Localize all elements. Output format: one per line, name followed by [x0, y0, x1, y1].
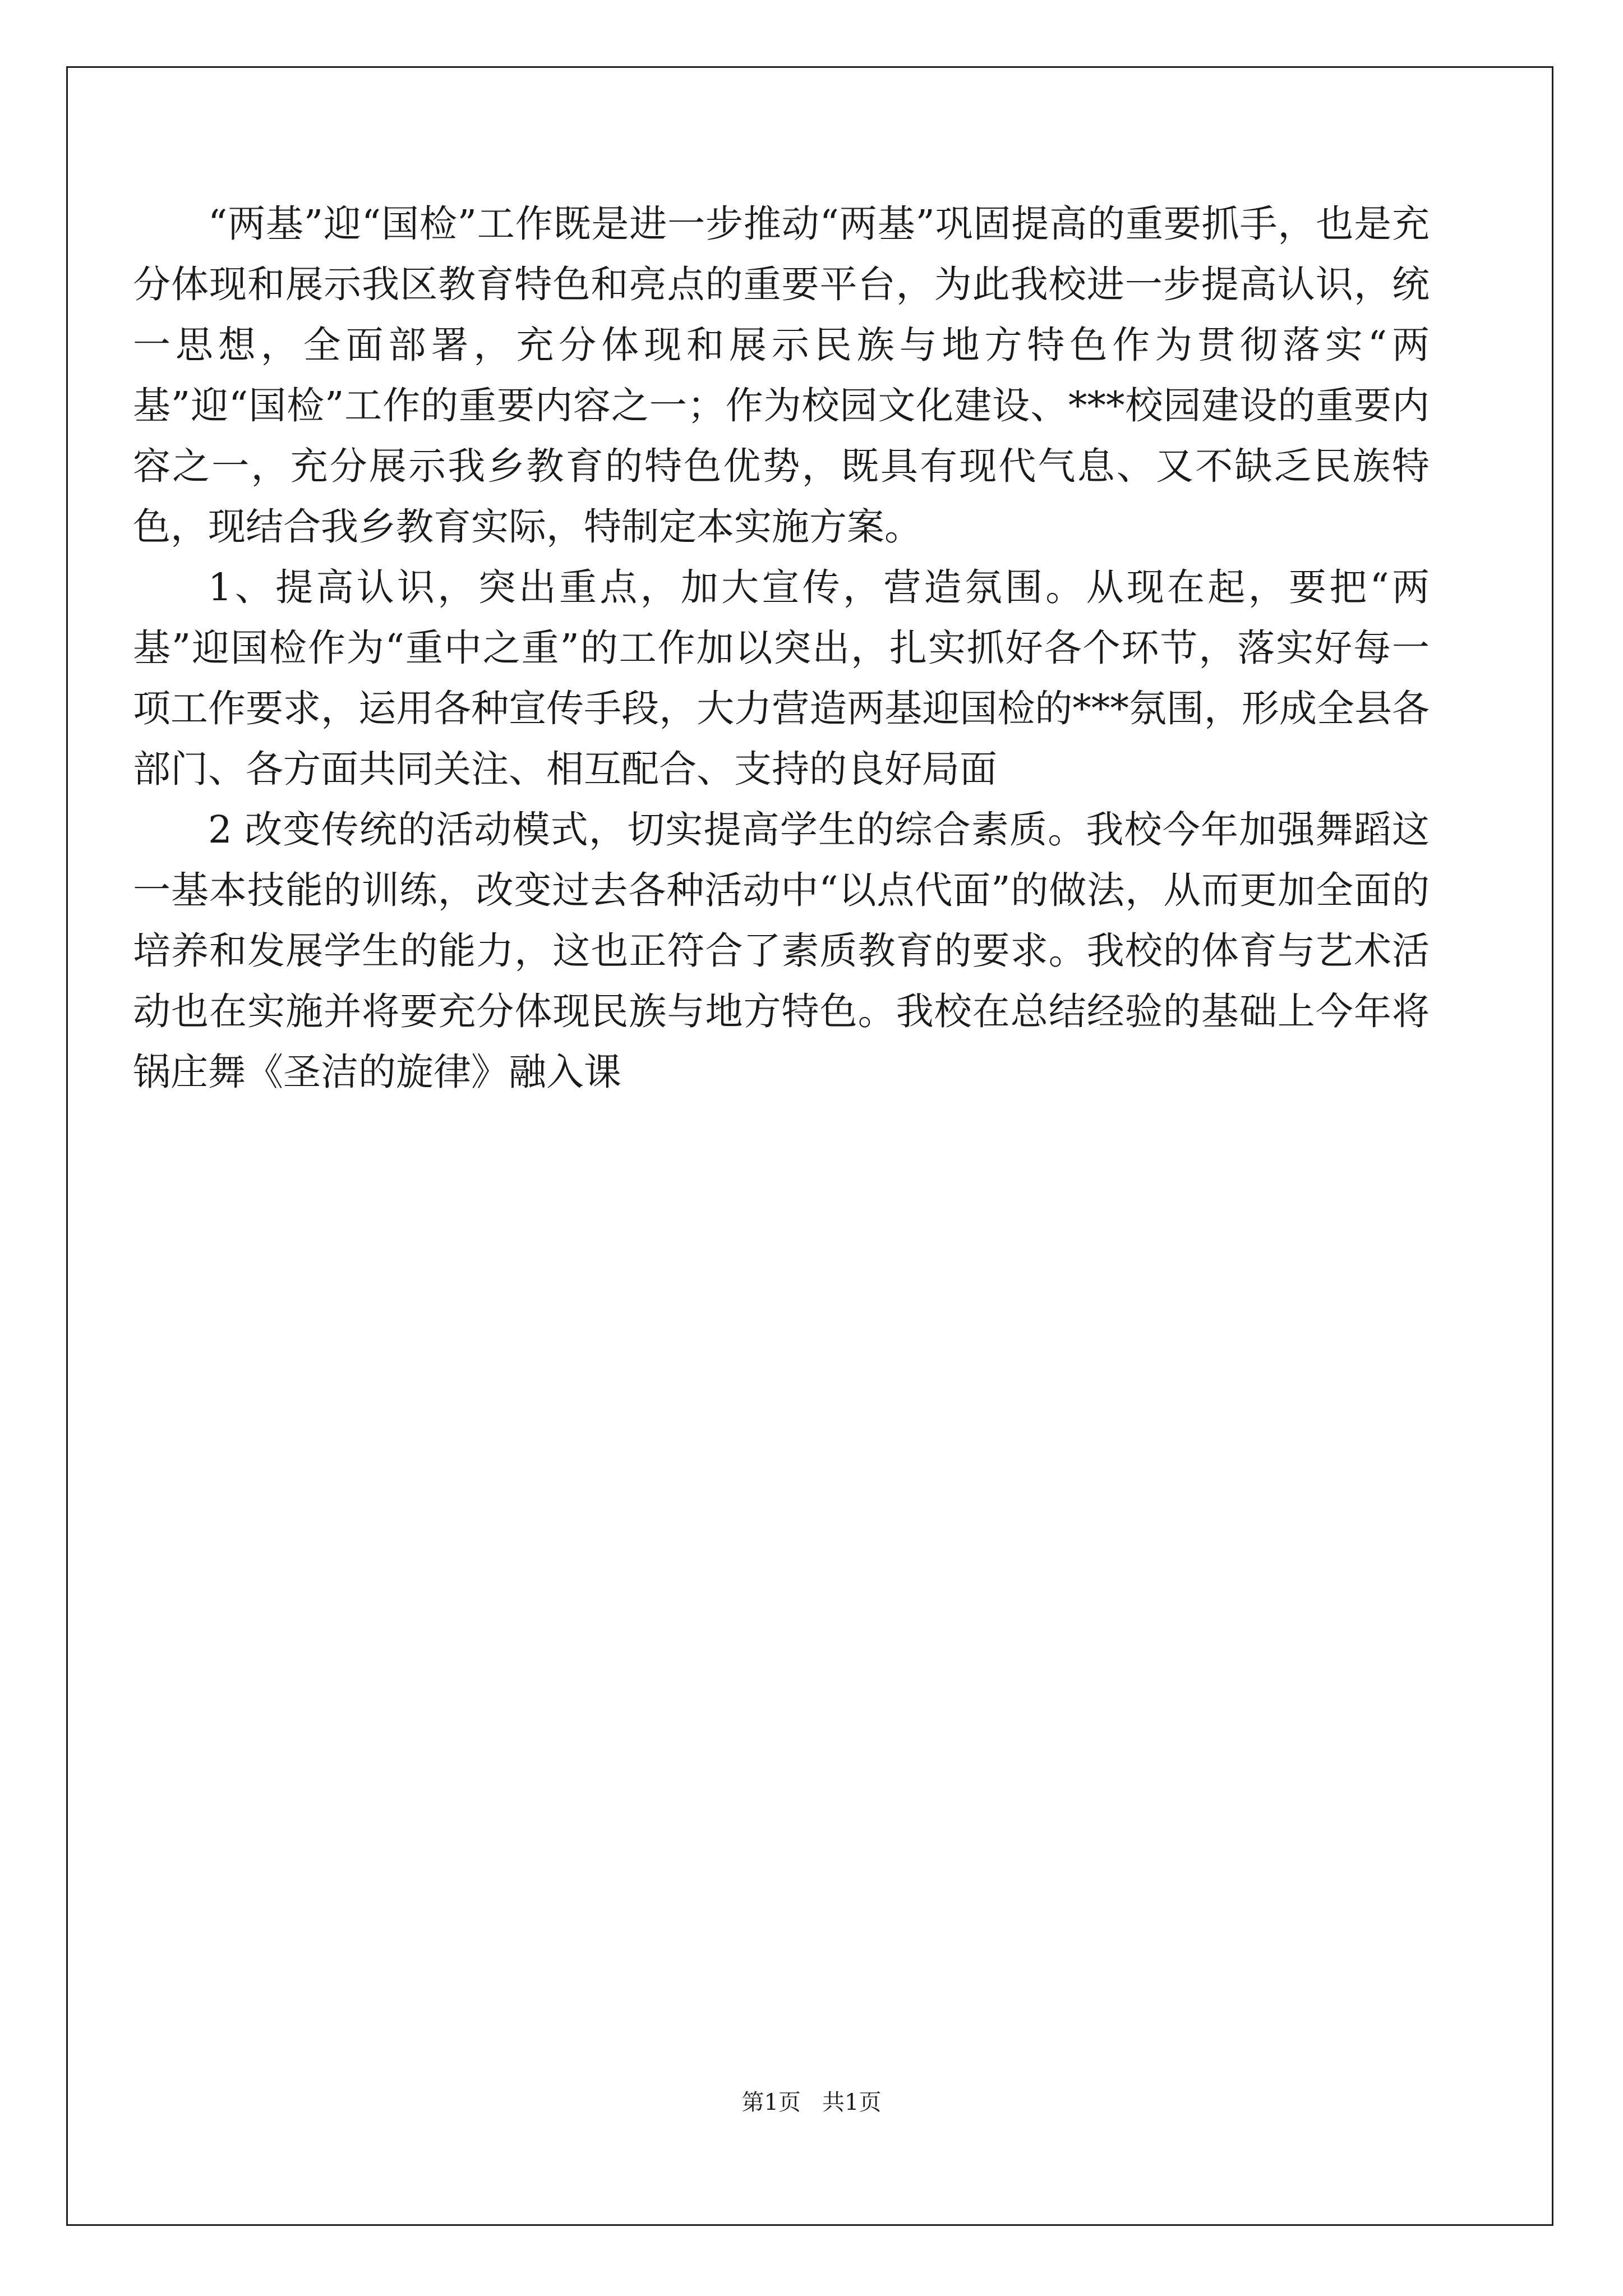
paragraph-item-1: 1、提高认识，突出重点，加大宣传，营造氛围。从现在起，要把“两基”迎国检作为“重中之重”的工作加以突出，扎实抓好各个环节，落实好每一项工作要求，运用各种宣传手段，大力营造两基迎国检的***氛围，形成全县各部门、各方面共同关注、相互配合、支持的良好局面 [133, 565, 1430, 791]
document-body [133, 194, 1430, 1102]
paragraph-item-2: 2 改变传统的活动模式，切实提高学生的综合素质。我校今年加强舞蹈这一基本技能的训练，改变过去各种活动中“以点代面”的做法，从而更加全面的培养和发展学生的能力，这也正符合了素质教育的要求。我校的体育与艺术活动也在实施并将要充分体现民族与地方特色。我校在总结经验的基础上今年将锅庄舞《圣洁的旋律》融入课 [133, 808, 1430, 1094]
page-footer: 第1页 共1页 [741, 2090, 882, 2115]
paragraph-intro: “两基”迎“国检”工作既是进一步推动“两基”巩固提高的重要抓手，也是充分体现和展示我区教育特色和亮点的重要平台，为此我校进一步提高认识，统一思想，全面部署，充分体现和展示民族与地方特色作为贯彻落实“两基”迎“国检”工作的重要内容之一；作为校园文化建设、***校园建设的重要内容之一，充分展示我乡教育的特色优势，既具有现代气息、又不缺乏民族特色，现结合我乡教育实际，特制定本实施方案。 [133, 202, 1430, 549]
